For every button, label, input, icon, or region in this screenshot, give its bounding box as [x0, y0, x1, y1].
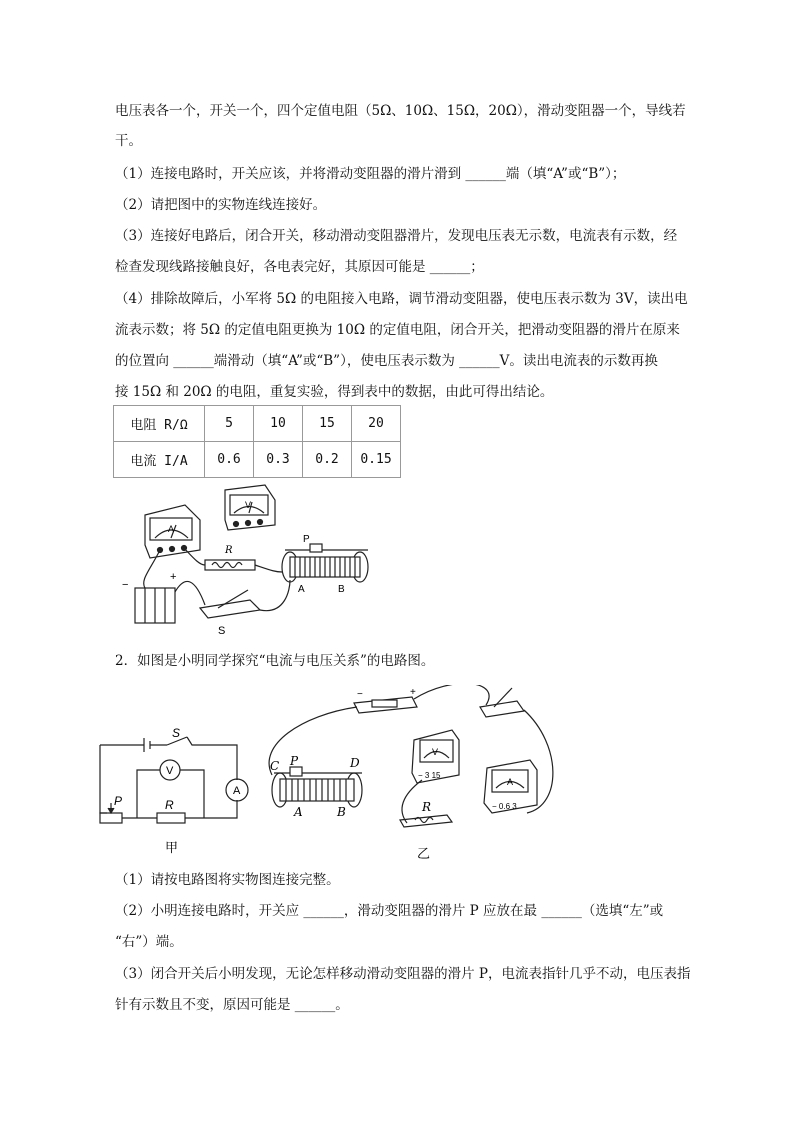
- resistor-icon: [205, 560, 255, 570]
- battery-minus-label: −: [122, 579, 129, 591]
- table-row: [114, 406, 401, 442]
- rheostat-a-label: A: [294, 805, 303, 819]
- q1-part3-line2: 检查发现线路接触良好，各电表完好，其原因可能是 ______；: [115, 259, 484, 275]
- rheostat-icon: [272, 767, 362, 807]
- q2-part1: （1）请按电路图将实物图连接完整。: [115, 872, 340, 888]
- schematic-v-label: V: [166, 765, 174, 777]
- q1-part4-line1: （4）排除故障后，小军将 5Ω 的电阻接入电路，调节滑动变阻器，使电压表示数为 3V，读出电: [115, 291, 688, 307]
- table-cell: 0.6: [205, 442, 254, 478]
- battery-icon: [135, 588, 175, 623]
- switch-icon: [480, 688, 524, 717]
- q2-part3-line2: 针有示数且不变，原因可能是 ______。: [115, 997, 349, 1013]
- battery-plus-label: +: [170, 571, 177, 583]
- q2-part3-line1: （3）闭合开关后小明发现，无论怎样移动滑动变阻器的滑片 P，电流表指针几乎不动，电压表指: [115, 966, 691, 982]
- q1-part3-line1: （3）连接好电路后，闭合开关，移动滑动变阻器滑片，发现电压表无示数，电流表有示数，经: [115, 228, 678, 244]
- rheostat-icon: [282, 544, 368, 582]
- schematic-p-label: P: [114, 794, 123, 808]
- battery-plus-label: +: [410, 687, 416, 698]
- schematic-s-label: S: [172, 726, 181, 740]
- battery-minus-label: −: [357, 689, 363, 700]
- rheostat-d-label: D: [350, 756, 360, 770]
- switch-icon: [200, 590, 260, 618]
- figure-caption-jia: 甲: [165, 841, 179, 856]
- rheostat-c-label: C: [270, 759, 280, 773]
- resistor-icon: [400, 815, 452, 827]
- rheostat-b-label: B: [337, 805, 346, 819]
- voltmeter-terminals: − 3 15: [418, 771, 441, 780]
- q2-schematic-figure: [92, 725, 252, 860]
- table-cell: 20: [352, 406, 401, 442]
- q1-intro-line1: 电压表各一个，开关一个，四个定值电阻（5Ω、10Ω、15Ω，20Ω），滑动变阻器一个，导线若: [115, 103, 686, 119]
- figure-caption-yi: 乙: [417, 847, 431, 862]
- table-row: [114, 442, 401, 478]
- voltmeter-v-label: V: [432, 747, 439, 757]
- schematic-r-label: R: [165, 798, 174, 812]
- table-cell: 5: [205, 406, 254, 442]
- terminal-b-label: B: [338, 584, 345, 595]
- battery-icon: [354, 697, 417, 713]
- ammeter-a-label: A: [507, 777, 514, 787]
- slider-label: P: [303, 534, 310, 545]
- terminal-a-label: A: [298, 584, 305, 595]
- q2-part2-line1: （2）小明连接电路时，开关应 ______，滑动变阻器的滑片 P 应放在最 ______（选填“左”或: [115, 903, 664, 919]
- q2-title: 2．如图是小明同学探究“电流与电压关系”的电路图。: [115, 653, 435, 669]
- table-cell: 15: [303, 406, 352, 442]
- table-cell: 10: [254, 406, 303, 442]
- resistor-label: R: [225, 545, 233, 556]
- resistance-current-table: [113, 405, 401, 478]
- q2-physical-figure: [262, 685, 562, 865]
- schematic-a-label: A: [233, 785, 241, 797]
- q1-intro-line2: 干。: [115, 133, 142, 149]
- q1-circuit-figure: [110, 480, 400, 640]
- table-header-current: 电流 I/A: [114, 442, 205, 478]
- q1-part4-line2: 流表示数；将 5Ω 的定值电阻更换为 10Ω 的定值电阻，闭合开关，把滑动变阻器的滑片在原来: [115, 322, 680, 338]
- q1-part4-line3: 的位置向 ______端滑动（填“A”或“B”），使电压表示数为 ______V。读出电流表的示数再换: [115, 353, 658, 369]
- table-cell: 0.3: [254, 442, 303, 478]
- q2-part2-line2: “右”）端。: [115, 934, 183, 950]
- switch-label: S: [218, 625, 226, 637]
- table-cell: 0.15: [352, 442, 401, 478]
- table-header-resistance: 电阻 R/Ω: [114, 406, 205, 442]
- voltmeter-label: V: [245, 500, 252, 510]
- q1-part1: （1）连接电路时，开关应该，并将滑动变阻器的滑片滑到 ______端（填“A”或“B”）；: [115, 166, 626, 182]
- q1-part2: （2）请把图中的实物连线连接好。: [115, 197, 327, 213]
- ammeter-terminals: − 0.6 3: [492, 802, 517, 811]
- resistor-r-box: [157, 813, 185, 823]
- table-cell: 0.2: [303, 442, 352, 478]
- resistor-r-label: R: [422, 800, 432, 814]
- ammeter-label: A: [168, 524, 175, 534]
- rheostat-p-label: P: [290, 754, 299, 768]
- q1-part4-line4: 接 15Ω 和 20Ω 的电阻，重复实验，得到表中的数据，由此可得出结论。: [115, 384, 554, 400]
